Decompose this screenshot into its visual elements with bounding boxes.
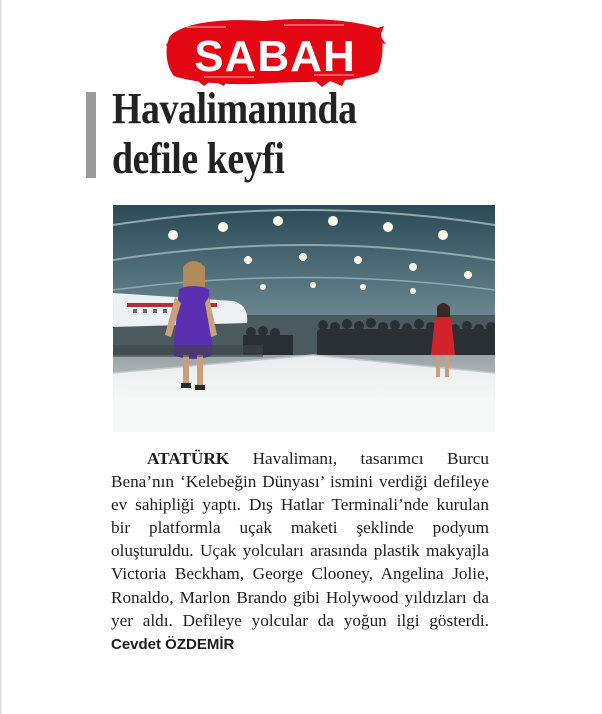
body-text: Havalimanı, tasarımcı Burcu Bena’nın ‘Kelebeğin Dünyası’ ismini verdiği defileye ev sahipliği yaptı. Dış Hatlar Terminali’nde kurulan bir platformla uçak maketi şeklinde podyum oluşturuldu. Uçak yolcuları arasında plastik makyajla Victoria Beckham, George Clooney, Angelina Jolie, Ronaldo, Marlon Brando gibi Holywood yıldızları da yer aldı. Defileye yolcular da yoğun ilgi gösterdi. bbox=[111, 449, 489, 630]
article-paragraph bbox=[111, 447, 489, 656]
headline-line-2: defile keyfi bbox=[112, 134, 285, 183]
byline: Cevdet ÖZDEMİR bbox=[111, 635, 235, 653]
page-edge-shadow bbox=[0, 0, 3, 714]
logo-text: SABAH bbox=[194, 32, 356, 81]
lead-word: ATATÜRK bbox=[147, 449, 230, 468]
headline-accent-bar bbox=[86, 92, 96, 178]
headline-line-1: Havalimanında bbox=[112, 84, 357, 133]
headline bbox=[112, 84, 473, 184]
article-body bbox=[111, 447, 489, 656]
article-photo bbox=[113, 205, 495, 432]
newspaper-logo bbox=[164, 14, 386, 88]
